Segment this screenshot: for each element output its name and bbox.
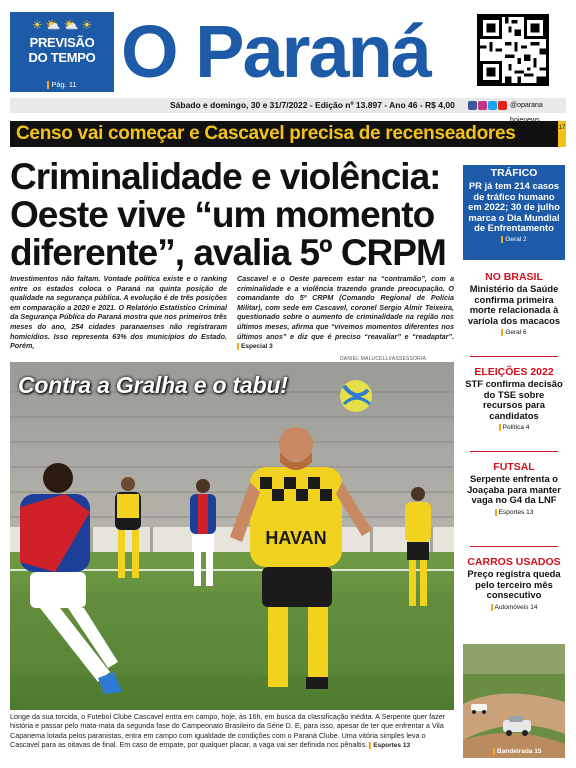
ball-icon [340,380,372,412]
trafico-kicker: TRÁFICO [463,165,565,179]
section-tag[interactable]: Especial 3 [237,342,273,352]
weather-page-ref: Pág. 11 [10,80,114,89]
date-line [10,98,566,113]
facebook-icon[interactable] [468,101,477,110]
futsal-kicker: FUTSAL [493,461,535,473]
football-photo[interactable] [10,362,454,710]
sun-icon: ☀ [31,18,43,32]
eleicoes-body: STF confirma decisão do TSE sobre recursos para candidatos [465,378,563,421]
photo-credit: DANIEL MALUCELLI/ASSESSORIA [340,356,427,362]
sidebar-brasil[interactable] [463,271,565,337]
eleicoes-page-ref: Política 4 [463,424,565,431]
photo-overlay-title: Contra a Gralha e o tabu! [18,372,288,398]
brasil-kicker: NO BRASIL [485,271,543,283]
social-handle[interactable]: @oparana [510,102,543,109]
brasil-page-ref: Geral 6 [463,329,565,336]
instagram-icon[interactable] [478,101,487,110]
sidebar-divider [470,451,558,452]
weather-icons [10,12,114,34]
trafico-page-ref: Geral 2 [463,236,565,243]
weather-label: DO TEMPO [28,50,96,65]
main-headline[interactable]: Criminalidade e violência: Oeste vive “um momento diferente”, avalia 5º CRPM [10,156,446,273]
sidebar-eleicoes[interactable] [463,366,565,432]
football-scene [10,362,454,710]
banner-headline-bar[interactable] [10,121,566,147]
rally-photo[interactable] [463,644,565,758]
rally-page-ref: Bandeirada 15 [493,748,541,755]
social-icons [468,101,507,110]
weather-label: PREVISÃO [29,35,95,50]
futsal-page-ref: Esportes 13 [463,509,565,516]
edition-info: Sábado e domingo, 30 e 31/7/2022 - Edição nº 13.897 - Ano 46 - R$ 4,00 [170,100,455,110]
sidebar-futsal[interactable] [463,461,565,516]
sun-icon: ☀ [81,18,93,32]
youtube-icon[interactable] [498,101,507,110]
carros-body: Preço registra queda pelo terceiro mês consecutivo [467,568,561,601]
jersey-sponsor: HAVAN [265,528,327,548]
newspaper-logo[interactable]: O Paraná [121,10,430,93]
brasil-body: Ministério da Saúde confirma primeira morte relacionada à varíola dos macacos [467,283,561,326]
lede-column-2: Cascavel e o Oeste parecem estar na “contramão”, com a criminalidade e a violência trazendo grande preocupação. O comandante do 5º CRPM (Comando Regional de Polícia Militar), com sede em Cascavel, coronel Sergio Almir Teixeira, questionado sobre o aumento de criminalidade na região nos últimos meses, afirma que “vivemos momentos diferentes nos últimos anos” e diz que é preciso “reavaliar” e “readaptar”. Especial 3 [237,274,454,351]
sidebar-carros[interactable] [463,556,565,611]
lede-column-1: Investimentos não faltam. Vontade política existe e o ranking entre os estados coloca o Paraná na quinta posição de qualidade na segurança pública. A evolução é de três posições em comparação a 2020 e 2021. O Relatório Estatístico Criminal da Segurança Pública do Paraná mostra que nos primeiros três meses do ano, 254 cidades paranaenses não registraram homicídios. Isso representa 63% dos municípios do Estado. Porém, [10,274,227,351]
main-story-lede [10,274,454,352]
photo-caption: Longe da sua torcida, o Futebol Clube Cascavel entra em campo, hoje, às 16h, em busca da classificação inédita. A Serpente quer fazer história e passar pelo mata-mata da segunda fase do Campeonato Brasileiro da Série D. E, para isso, apesar de ter que enfrentar a Vila Capanema lotada pelos paranistas, entra em campo com igualdade de condições com o Paraná Clube. Uma vitória simples leva o Cascavel para as oitavas de final. Em caso de empate, por qualquer placar, a vaga vai ser definida nos pênaltis. Esportes 13 [10,712,446,750]
trafico-body: PR já tem 214 casos de tráfico humano em 2022; 30 de julho marca o Dia Mundial de Enfrentamento [468,180,560,234]
sun-cloud-icon: ⛅ [45,18,61,32]
banner-page: 17 [558,125,566,131]
sidebar-divider [470,356,558,357]
banner-headline: Censo vai começar e Cascavel precisa de recenseadores [16,123,516,144]
sidebar-trafico[interactable] [463,165,565,260]
futsal-body: Serpente enfrenta o Joaçaba para manter vaga no G4 da LNF [467,473,561,506]
carros-page-ref: Automóveis 14 [463,604,565,611]
rally-scene [463,644,565,758]
qr-code [477,14,549,86]
eleicoes-kicker: ELEIÇÕES 2022 [474,366,554,378]
caption-section-tag[interactable]: Esportes 13 [369,741,410,750]
sidebar-divider [470,546,558,547]
weather-box[interactable] [10,12,114,92]
sun-cloud-icon: ⛅ [63,18,79,32]
carros-kicker: CARROS USADOS [467,556,561,568]
twitter-icon[interactable] [488,101,497,110]
